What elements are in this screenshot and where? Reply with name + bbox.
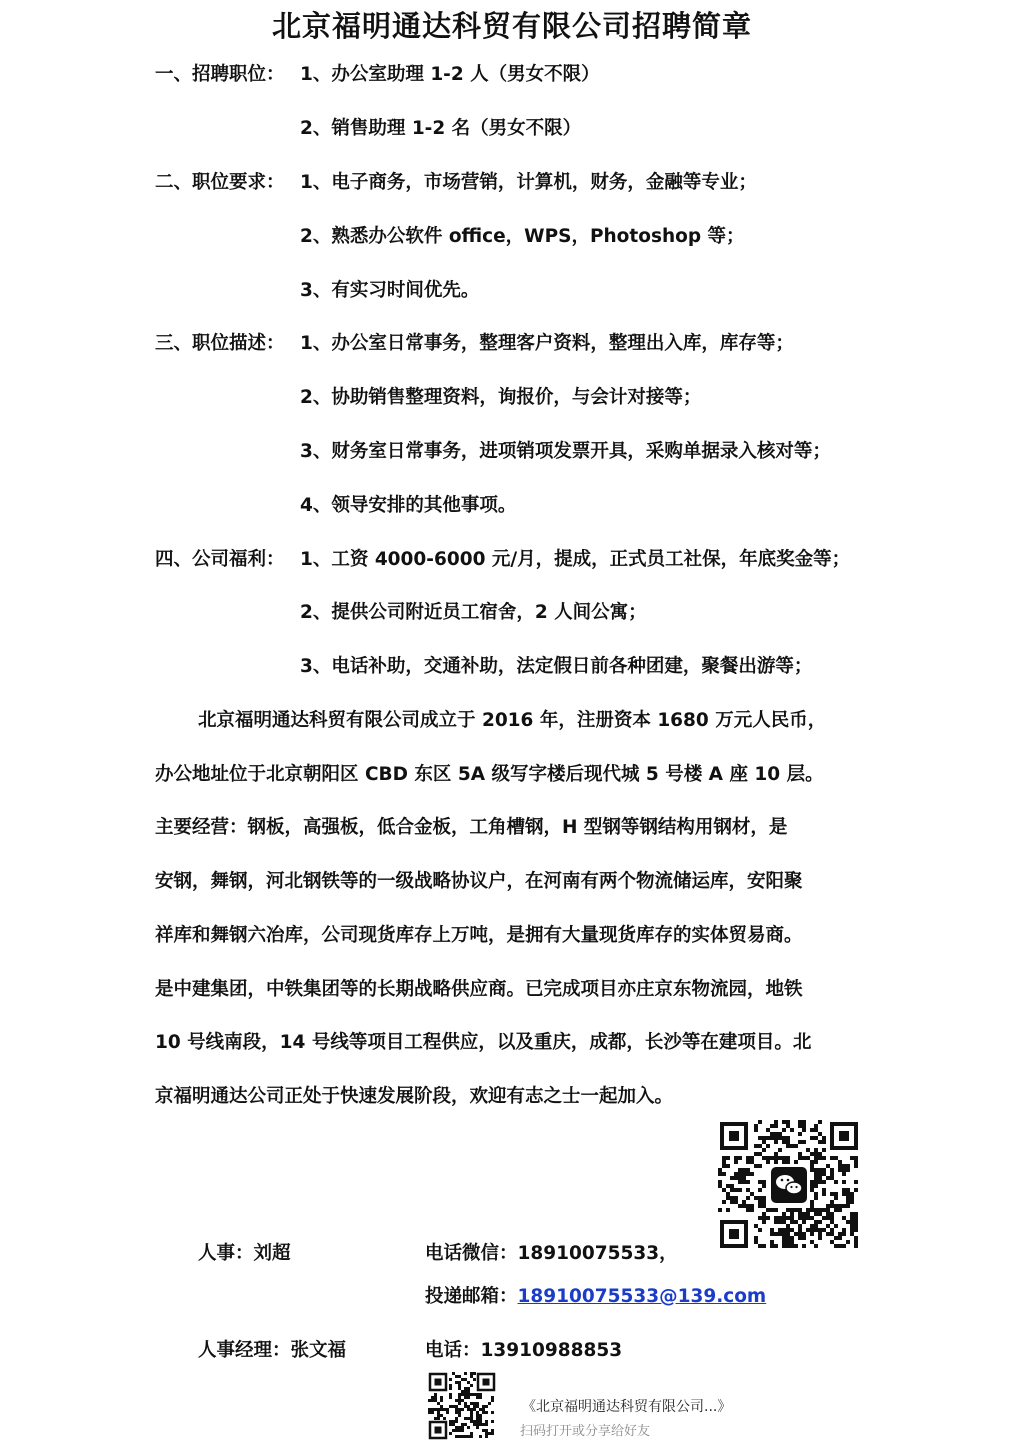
section-benefits <box>0 547 1024 573</box>
section-benefits-cont <box>0 600 1024 626</box>
list-item: 4、领导安排的其他事项。 <box>300 495 517 516</box>
wechat-icon <box>771 1167 807 1203</box>
section-label: 三、职位描述： <box>155 333 285 354</box>
list-item: 3、有实习时间优先。 <box>300 280 480 301</box>
list-item: 2、协助销售整理资料，询报价，与会计对接等； <box>300 387 702 408</box>
section-recruitment-positions-cont <box>0 116 1024 142</box>
intro-line: 安钢，舞钢，河北钢铁等的一级战略协议户，在河南有两个物流储运库，安阳聚 <box>155 871 803 892</box>
intro-line: 祥库和舞钢六冶库，公司现货库存上万吨，是拥有大量现货库存的实体贸易商。 <box>155 925 803 946</box>
email-row <box>425 1284 766 1310</box>
email-label: 投递邮箱： <box>425 1286 518 1307</box>
intro-line: 办公地址位于北京朝阳区 CBD 东区 5A 级写字楼后现代城 5 号楼 A 座 10 层。 <box>155 764 824 785</box>
manager-phone-value: 13910988853 <box>480 1340 623 1361</box>
list-item: 1、电子商务，市场营销，计算机，财务，金融等专业； <box>300 172 757 193</box>
section-recruitment-positions <box>0 62 1024 88</box>
list-item: 1、工资 4000-6000 元/月，提成，正式员工社保，年底奖金等； <box>300 549 851 570</box>
section-requirements-cont <box>0 224 1024 250</box>
intro-line: 北京福明通达科贸有限公司成立于 2016 年，注册资本 1680 万元人民币， <box>198 710 827 731</box>
manager-phone <box>425 1338 622 1364</box>
list-item: 1、办公室助理 1-2 人（男女不限） <box>300 64 600 85</box>
list-item: 3、财务室日常事务，进项销项发票开具，采购单据录入核对等； <box>300 441 831 462</box>
email-link[interactable]: 18910075533@139.com <box>517 1286 767 1307</box>
section-job-description-cont <box>0 493 1024 519</box>
intro-line: 主要经营：钢板，高强板，低合金板，工角槽钢，H 型钢等钢结构用钢材，是 <box>155 817 788 838</box>
section-requirements-cont <box>0 278 1024 304</box>
section-job-description-cont <box>0 385 1024 411</box>
list-item: 2、提供公司附近员工宿舍，2 人间公寓； <box>300 602 647 623</box>
section-job-description <box>0 331 1024 357</box>
section-benefits-cont <box>0 654 1024 680</box>
list-item: 1、办公室日常事务，整理客户资料，整理出入库，库存等； <box>300 333 794 354</box>
wechat-qr-code <box>718 1120 860 1250</box>
intro-line: 是中建集团，中铁集团等的长期战略供应商。已完成项目亦庄京东物流园，地铁 <box>155 979 803 1000</box>
section-requirements <box>0 170 1024 196</box>
list-item: 2、熟悉办公软件 office，WPS，Photoshop 等； <box>300 226 745 247</box>
list-item: 3、电话补助，交通补助，法定假日前各种团建，聚餐出游等； <box>300 656 813 677</box>
section-label: 一、招聘职位： <box>155 64 285 85</box>
manager-name: 人事经理：张文福 <box>198 1340 347 1361</box>
qr-caption: 《北京福明通达科贸有限公司...》 <box>522 1399 732 1415</box>
hr-phone-value: 18910075533， <box>517 1243 678 1264</box>
mini-program-qr-code <box>428 1372 496 1440</box>
hr-name: 人事：刘超 <box>198 1243 291 1264</box>
section-label: 二、职位要求： <box>155 172 285 193</box>
list-item: 2、销售助理 1-2 名（男女不限） <box>300 118 582 139</box>
intro-line: 10 号线南段，14 号线等项目工程供应，以及重庆，成都，长沙等在建项目。北 <box>155 1032 812 1053</box>
intro-line: 京福明通达公司正处于快速发展阶段，欢迎有志之士一起加入。 <box>155 1086 674 1107</box>
hr-phone <box>425 1241 678 1267</box>
manager-phone-label: 电话： <box>425 1340 481 1361</box>
hr-phone-label: 电话微信： <box>425 1243 518 1264</box>
page-title: 北京福明通达科贸有限公司招聘简章 <box>271 9 752 43</box>
section-job-description-cont <box>0 439 1024 465</box>
section-label: 四、公司福利： <box>155 549 285 570</box>
qr-hint: 扫码打开或分享给好友 <box>520 1424 651 1439</box>
